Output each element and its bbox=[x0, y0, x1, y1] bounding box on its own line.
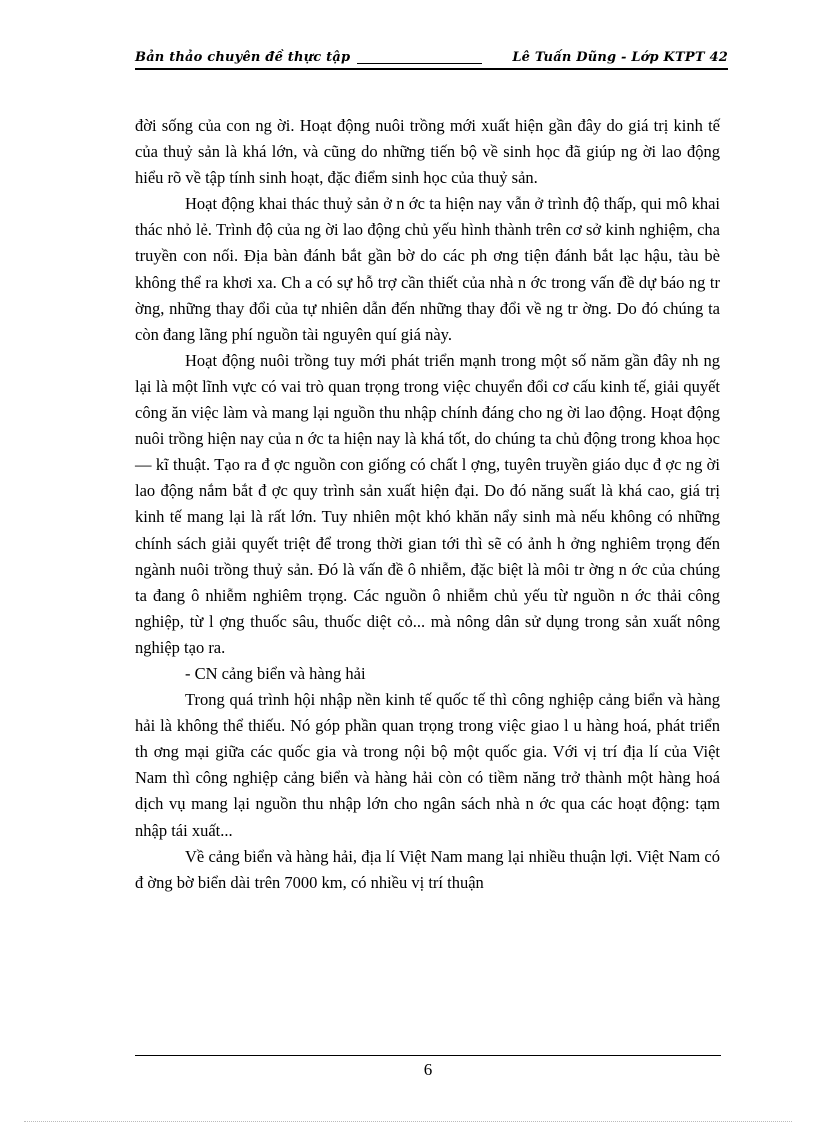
body-text bbox=[135, 113, 720, 896]
paragraph-ports-geography: Về cảng biển và hàng hải, địa lí Việt Nam mang lại nhiều thuận lợi. Việt Nam có đ ờng bờ biển dài trên 7000 km, có nhiều vị trí thuận bbox=[135, 846, 720, 892]
paragraph-ports-integration: Trong quá trình hội nhập nền kinh tế quốc tế thì công nghiệp cảng biển và hàng hải là không thể thiếu. Nó góp phần quan trọng trong việc giao l u hàng hoá, phát triển th ơng mại giữa các quốc gia và trong nội bộ một quốc gia. Với vị trí địa lí của Việt Nam thì công nghiệp cảng biển và hàng hải còn có tiềm năng trở thành một hàng hoá dịch vụ mang lại nguồn thu nhập lớn cho ngân sách nhà n ớc qua các hoạt động: tạm nhập tái xuất... bbox=[135, 690, 720, 840]
header-rule bbox=[357, 63, 482, 64]
section-heading-ports: - CN cảng biển và hàng hải bbox=[185, 663, 366, 683]
footer-rule bbox=[135, 1055, 721, 1056]
paragraph-aquaculture: Hoạt động nuôi trồng tuy mới phát triển mạnh trong một số năm gần đây nh ng lại là một lĩnh vực có vai trò quan trọng trong việc chuyển đổi cơ cấu kinh tế, giải quyết công ăn việc làm và mang lại nguồn thu nhập chính đáng cho ng ời lao động. Hoạt động nuôi trồng hiện nay của n ớc ta hiện nay là khá tốt, do chúng ta chủ động trong khoa học — kĩ thuật. Tạo ra đ ợc nguồn con giống có chất l ợng, tuyên truyền giáo dục đ ợc ng ời lao động nắm bắt đ ợc quy trình sản xuất hiện đại. Do đó năng suất là khá cao, giá trị kinh tế mang lại là rất lớn. Tuy nhiên một khó khăn nẩy sinh mà nếu không có những chính sách giải quyết triệt để trong thời gian tới thì sẽ có ảnh h ởng nghiêm trọng đến ngành nuôi trồng thuỷ sản. Đó là vấn đề ô nhiễm, đặc biệt là môi tr ờng n ớc của chúng ta đang ô nhiễm nghiêm trọng. Các nguồn ô nhiễm chủ yếu từ nguồn n ớc thải công nghiệp, từ l ợng thuốc sâu, thuốc diệt cỏ... mà nông dân sử dụng trong sản xuất nông nghiệp tạo ra. bbox=[135, 350, 720, 657]
page-header bbox=[135, 44, 728, 70]
paragraph-continuation: đời sống của con ng ời. Hoạt động nuôi trồng mới xuất hiện gần đây do giá trị kinh tế của thuỷ sản là khá lớn, và cũng do những tiến bộ về sinh học đã giúp ng ời lao động hiểu rõ về tập tính sinh hoạt, đặc điểm sinh học của thuỷ sản. bbox=[135, 116, 720, 188]
page-number: 6 bbox=[423, 1060, 433, 1079]
paragraph-fishing: Hoạt động khai thác thuỷ sản ở n ớc ta hiện nay vẫn ở trình độ thấp, qui mô khai thác nhỏ lẻ. Trình độ của ng ời lao động chủ yếu hình thành trên cơ sở kinh nghiệm, cha truyền con nối. Địa bàn đánh bắt gần bờ do các ph ơng tiện đánh bắt lạc hậu, tàu bè không thể ra khơi xa. Ch a có sự hỗ trợ cần thiết của nhà n ớc trong vấn đề dự báo ng tr ờng, những thay đổi của tự nhiên dẫn đến những thay đổi về ng tr ờng. Do đó chúng ta còn đang lãng phí nguồn tài nguyên quí giá này. bbox=[135, 194, 720, 344]
header-document-title: Bản thảo chuyên đề thực tập bbox=[135, 50, 351, 65]
page-bottom-border bbox=[24, 1121, 792, 1122]
header-author-class: Lê Tuấn Dũng - Lớp KTPT 42 bbox=[512, 50, 728, 65]
